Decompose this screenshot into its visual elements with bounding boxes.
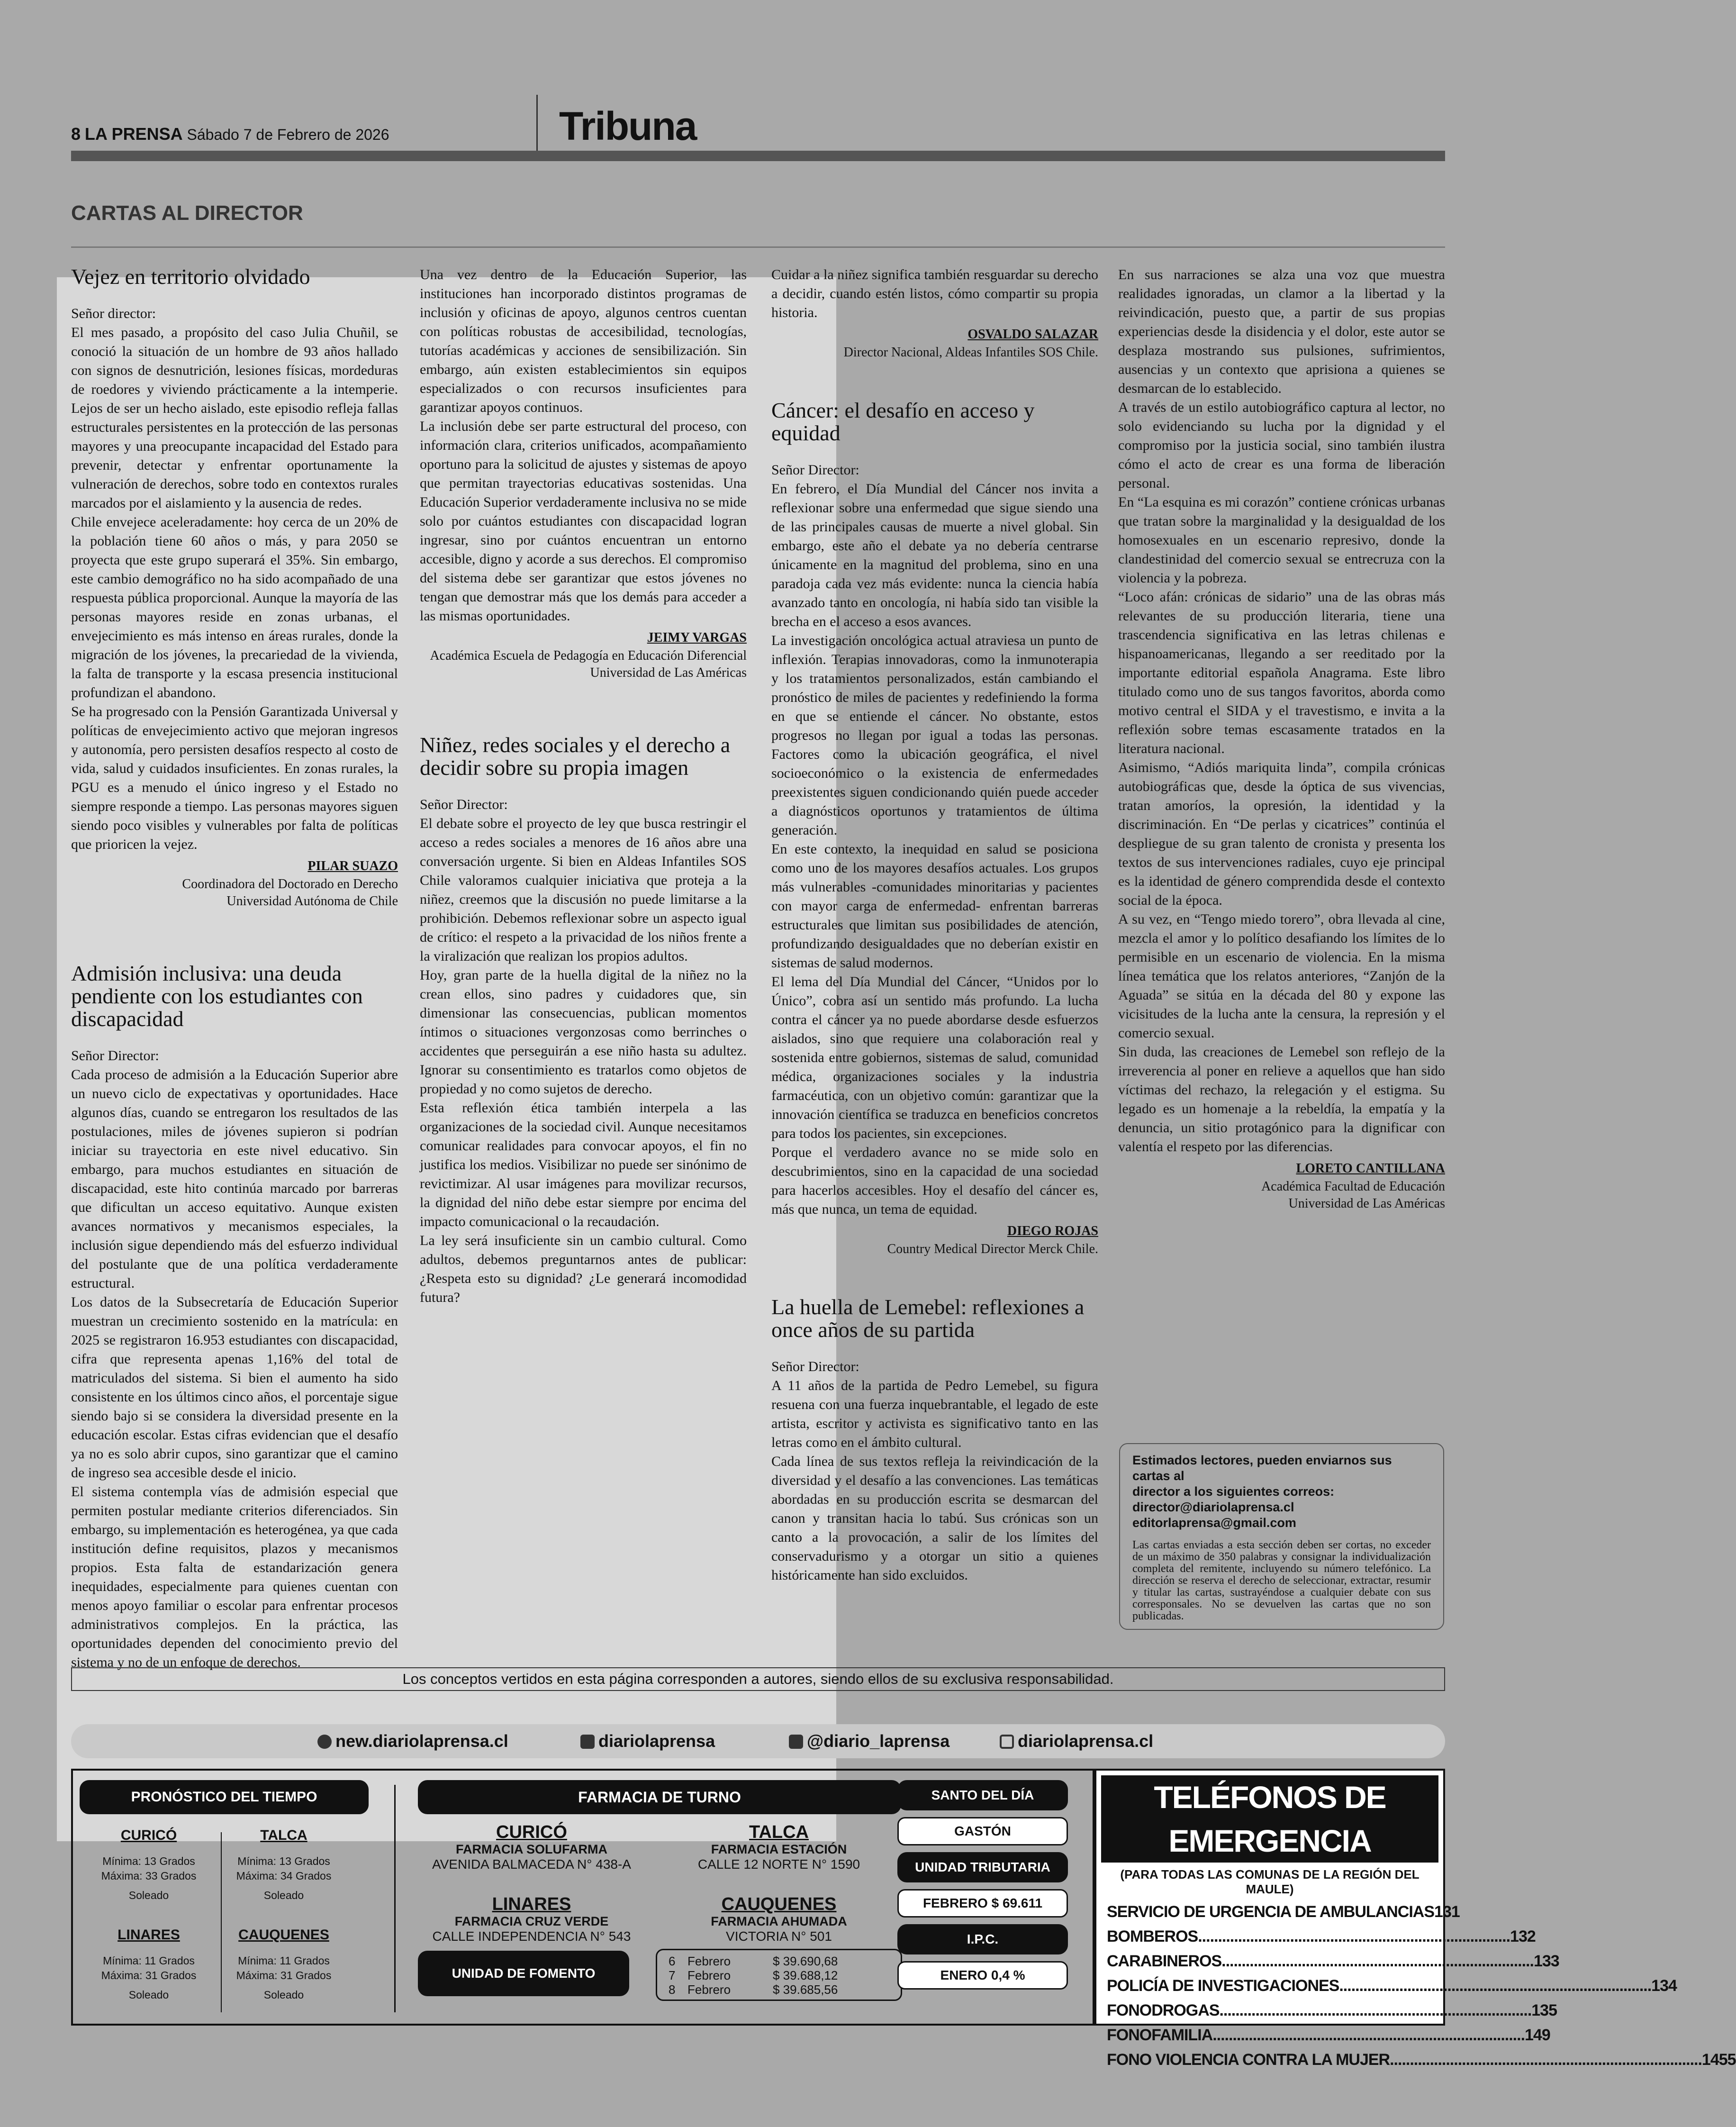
paragraph: A 11 años de la partida de Pedro Lemebel, su figura resuena con una fuerza inquebrantable, el legado de este artista, escritor y activista es significativo tanto en las letras como en el ámbito cultural. xyxy=(771,1378,1098,1450)
facebook-icon xyxy=(580,1735,595,1749)
emergency-phones xyxy=(1094,1769,1736,2069)
paragraph: Hoy, gran parte de la huella digital de la niñez no la crean ellos, sino padres y cuidadores que, sin dimensionar las consecuencias, publican momentos íntimos o situaciones vergonzosas como berrinches o accidentes que perseguirán a ese niño hasta su adultez. Ignorar su consentimiento es tratarlos como objetos de propiedad y no como sujetos de derecho. xyxy=(420,967,747,1097)
fomento-label: UNIDAD DE FOMENTO xyxy=(418,1951,629,1996)
paragraph: En febrero, el Día Mundial del Cáncer nos invita a reflexionar sobre una enfermedad que sigue siendo una de las principales causas de muerte a nivel global. Sin embargo, este año el debate ya no debería centrarse únicamente en la magnitud del problema, sino en una paradoja cada vez más evidente: nunca la ciencia había avanzado tanto en oncología, ni había sido tan visible la brecha en el acceso a esos avances. xyxy=(771,481,1098,629)
reader-box-line: Estimados lectores, pueden enviarnos sus cartas al xyxy=(1132,1453,1392,1483)
paragraph: Chile envejece aceleradamente: hoy cerca de un 20% de la población tiene 60 años o más, y para 2050 se proyecta que este grupo superará el 35%. Sin embargo, este cambio demográfico no ha sido acompañado de una respuesta pública proporcional. Aunque la mayoría de las personas mayores reside en zonas urbanas, el envejecimiento es más intenso en áreas rurales, donde la migración de los jóvenes, la precariedad de la vivienda, la falta de transporte y la escasa presencia institucional profundizan el abandono. xyxy=(71,514,398,700)
author-role: Académica Facultad de Educación xyxy=(1261,1179,1445,1194)
emergency-list xyxy=(1096,1897,1736,2072)
fomento-day: 8 xyxy=(669,1982,676,1997)
paragraph: El sistema contempla vías de admisión especial que permiten postular mediante criterios diferenciados. Sin embargo, su implementación es heterogénea, ya que cada institución define requisitos, plazos y mecanismos propios. Esta falta de estandarización genera inequidades, especialmente para quienes cuentan con menos apoyo familiar o escolar para enfrentar procesos administrativos complejos. En la práctica, las oportunidades dependen del conocimiento previo del sistema y no de un enfoque de derechos. xyxy=(71,1484,398,1670)
paragraph: A través de un estilo autobiográfico captura al lector, no solo evidenciando su lucha por la dignidad y el compromiso por la justicia social, sino también ilustra cómo el acto de crear es una forma de liberación personal. xyxy=(1118,400,1445,491)
fomento-table xyxy=(656,1949,902,2001)
page-number: 8 xyxy=(71,124,81,144)
weather-city xyxy=(82,1827,215,1902)
emergency-item: FONODROGAS .............................................................................. 135 xyxy=(1107,2001,1557,2019)
emergency-item: FONO VIOLENCIA CONTRA LA MUJER .............................................................................. 1455 xyxy=(1107,2051,1736,2069)
pharmacy-address: CALLE INDEPENDENCIA N° 543 xyxy=(432,1929,631,1944)
city-name: CAUQUENES xyxy=(238,1927,329,1943)
salutation: Señor Director: xyxy=(420,797,508,812)
signature xyxy=(420,628,747,682)
paragraph: En sus narraciones se alza una voz que muestra realidades ignoradas, un clamor a la libertad y la reivindicación, puesto que, a partir de sus propias experiencias desde la disidencia y el dolor, este autor se desplaza mostrando sus pulsiones, sufrimientos, ausencias y un contexto que aprisiona a quienes se desmarcan de lo establecido. xyxy=(1118,267,1445,396)
section-title: Tribuna xyxy=(559,104,696,148)
weather-condition: Soleado xyxy=(128,1989,169,2001)
utm-label: UNIDAD TRIBUTARIA xyxy=(897,1852,1068,1882)
paragraph: El lema del Día Mundial del Cáncer, “Unidos por lo Único”, cobra así un sentido más profundo. La lucha contra el cáncer ya no puede abordarse desde esfuerzos aislados, sino que requiere una colaboración real y sostenida entre gobiernos, sistemas de salud, comunidad médica, organizaciones sociales y la industria farmacéutica, con un objetivo común: garantizar que la innovación científica se traduzca en beneficios concretos para todos los pacientes, sin excepciones. xyxy=(771,974,1098,1141)
utm-value: FEBRERO $ 69.611 xyxy=(897,1889,1068,1918)
author-name: JEIMY VARGAS xyxy=(647,630,747,645)
fomento-row xyxy=(669,1954,889,1968)
paragraph: Cada proceso de admisión a la Educación Superior abre un nuevo ciclo de expectativas y oportunidades. Hace algunos días, cuando se entregaron los resultados de las postulaciones, miles de jóvenes supieron si podrían iniciar su trayectoria en este nivel educativo. Sin embargo, para muchos estudiantes en situación de discapacidad, este hito continúa marcado por barreras que dificultan un acceso equitativo. Aunque existen avances normativos y mecanismos especiales, la inclusión sigue dependiendo más del esfuerzo individual del postulante que de una política verdaderamente estructural. xyxy=(71,1067,398,1291)
letter-title-lemebel: La huella de Lemebel: reflexiones a once años de su partida xyxy=(771,1295,1085,1342)
author-role: Universidad de Las Américas xyxy=(1288,1196,1445,1211)
paragraph: La ley será insuficiente sin un cambio cultural. Como adultos, debemos preguntarnos antes de publicar: ¿Respeta esto su dignidad? ¿Le generará incomodidad futura? xyxy=(420,1233,747,1305)
instagram-label: diariolaprensa.cl xyxy=(1018,1731,1154,1751)
paragraph: La investigación oncológica actual atraviesa un punto de inflexión. Terapias innovadoras, como la inmunoterapia y los tratamientos personalizados, están cambiando el pronóstico de miles de pacientes y redefiniendo la forma en que se entiende el cáncer. No obstante, estos progresos no llegan por igual a todas las personas. Factores como la ubicación geográfica, el nivel socioeconómico o la existencia de enfermedades preexistentes siguen condicionando quién puede acceder a diagnósticos oportunos y tratamientos de última generación. xyxy=(771,633,1098,838)
emergency-title: TELÉFONOS DE EMERGENCIA xyxy=(1101,1775,1438,1863)
signature xyxy=(771,325,1098,361)
temp-max: Máxima: 34 Grados xyxy=(236,1870,332,1882)
reader-box-line: director a los siguientes correos: xyxy=(1132,1484,1335,1499)
signature xyxy=(71,857,398,910)
cartas-rule xyxy=(71,246,1445,248)
editor-email-link[interactable]: editorlaprensa@gmail.com xyxy=(1132,1516,1296,1530)
paragraph: Una vez dentro de la Educación Superior, las instituciones han incorporado distintos programas de inclusión y oficinas de apoyo, algunos centros cuentan con políticas robustas de accesibilidad, tecnologías, tutorías académicas y acciones de sensibilización. Sin embargo, aún existen establecimientos sin equipos especializados o con recursos insuficientes para garantizar apoyos continuos. xyxy=(420,267,747,415)
salutation: Señor Director: xyxy=(71,1048,159,1064)
emergency-item: POLICÍA DE INVESTIGACIONES .............................................................................. 134 xyxy=(1107,1977,1677,1995)
header-rule xyxy=(71,151,1445,161)
newspaper-name: LA PRENSA xyxy=(84,124,183,144)
instagram-link[interactable] xyxy=(1000,1724,1153,1758)
salutation: Señor Director: xyxy=(771,1359,859,1374)
column-4 xyxy=(1118,265,1445,1212)
facebook-link[interactable] xyxy=(580,1724,715,1758)
pharmacy-address: VICTORIA N° 501 xyxy=(726,1929,832,1944)
pharmacy-item xyxy=(418,1895,645,1944)
reader-box-heading xyxy=(1132,1453,1431,1531)
page-info xyxy=(71,124,389,144)
temp-max: Máxima: 33 Grados xyxy=(101,1870,197,1882)
paragraph: Se ha progresado con la Pensión Garantizada Universal y políticas de envejecimiento activo que mejoran ingresos y autonomía, pero persisten desafíos respecto al costo de vida, salud y cuidados insuficientes. En zonas rurales, la PGU es a menudo el único ingreso y el Estado no siempre responde a tiempo. Las personas mayores siguen siendo poco visibles y vulnerables por falta de políticas que prioricen la vejez. xyxy=(71,704,398,852)
director-email-link[interactable]: director@diariolaprensa.cl xyxy=(1132,1500,1294,1514)
pharmacy-name: FARMACIA AHUMADA xyxy=(711,1914,847,1928)
paragraph: Los datos de la Subsecretaría de Educación Superior muestran un crecimiento sostenido en la matrícula: en 2025 se registraron 16.953 estudiantes con discapacidad, cifra que representa apenas 1,16% del total de matriculados del sistema. Si bien el aumento ha sido consistente en los últimos cinco años, el porcentaje sigue siendo bajo si se considera la diversidad presente en la educación escolar. Estas cifras evidencian que el desafío ya no es solo abrir cupos, sino garantizar que el camino de ingreso sea accesible desde el inicio. xyxy=(71,1294,398,1481)
weather-divider xyxy=(221,1832,222,2012)
author-name: LORETO CANTILLANA xyxy=(1296,1161,1445,1176)
pharmacy-name: FARMACIA CRUZ VERDE xyxy=(454,1914,609,1928)
weather-city xyxy=(217,1927,350,2001)
author-name: DIEGO ROJAS xyxy=(1007,1224,1098,1238)
pharmacy-name: FARMACIA SOLUFARMA xyxy=(456,1842,607,1856)
paragraph: “Loco afán: crónicas de sidario” una de las obras más relevantes de su producción literaria, tiene una trascendencia significativa en las letras chilenas e hispanoamericanas, llegando a ser reeditado por la importante editorial española Anagrama. Este libro titulado como uno de sus tangos favoritos, aborda como motivo central el SIDA y el travestismo, e invita a la reflexión sobre temas escasamente tratados en la literatura nacional. xyxy=(1118,589,1445,756)
instagram-icon xyxy=(1000,1735,1014,1749)
signature xyxy=(1118,1159,1445,1212)
salutation: Señor Director: xyxy=(771,462,859,478)
paragraph: Sin duda, las creaciones de Lemebel son reflejo de la irreverencia al poner en relieve a aquellos que han sido víctimas del rechazo, la relegación y el estigma. Su legado es un homenaje a la rebeldía, la empatía y la denuncia, un sitio protagónico para la dignificar con valentía el respeto por las diferencias. xyxy=(1118,1044,1445,1154)
issue-date: Sábado 7 de Febrero de 2026 xyxy=(187,126,389,143)
pharmacy-address: CALLE 12 NORTE N° 1590 xyxy=(697,1857,860,1872)
weather-title: PRONÓSTICO DEL TIEMPO xyxy=(80,1780,369,1814)
author-role: Universidad de Las Américas xyxy=(590,665,747,680)
santo-value: GASTÓN xyxy=(897,1817,1068,1845)
pharmacy-name: FARMACIA ESTACIÓN xyxy=(711,1842,847,1856)
ipc-value: ENERO 0,4 % xyxy=(897,1961,1068,1990)
temp-min: Mínima: 11 Grados xyxy=(238,1954,330,1967)
x-icon xyxy=(789,1735,803,1749)
fomento-month: Febrero xyxy=(687,1982,731,1997)
signature xyxy=(771,1222,1098,1258)
paragraph: Cuidar a la niñez significa también resguardar su derecho a decidir, cuando estén listos, cómo compartir su propia historia. xyxy=(771,267,1098,320)
fomento-row xyxy=(669,1968,889,1982)
indicators xyxy=(897,1780,1068,1996)
letter-title-ninez: Niñez, redes sociales y el derecho a decidir sobre su propia imagen xyxy=(420,733,731,780)
cartas-title: CARTAS AL DIRECTOR xyxy=(71,201,303,225)
weather-condition: Soleado xyxy=(263,1989,304,2001)
paragraph: El mes pasado, a propósito del caso Julia Chuñil, se conoció la situación de un hombre de 93 años hallado con signos de desnutrición, lesiones físicas, mordeduras de roedores y viviendo prácticamente a la intemperie. Lejos de ser un hecho aislado, este episodio refleja fallas estructurales persistentes en la protección de las personas mayores y una preocupante incapacidad del Estado para prevenir, detectar y enfrentar oportunamente la vulneración de derechos, sobre todo en contextos rurales marcados por el aislamiento y la ausencia de redes. xyxy=(71,325,398,511)
paragraph: Asimismo, “Adiós mariquita linda”, compila crónicas autobiográficas que, desde la óptica de sus vivencias, tratan amoríos, la opresión, la identidad y la discriminación. En “De perlas y cicatrices” continúa el despliegue de su gran talento de cronista y presenta los textos de sus intervenciones radiales, cuyo eje principal es la identidad de género comprendida desde el contexto social de la época. xyxy=(1118,760,1445,908)
emergency-subtitle: (PARA TODAS LAS COMUNAS DE LA REGIÓN DEL MAULE) xyxy=(1120,1867,1420,1896)
paragraph: La inclusión debe ser parte estructural del proceso, con información clara, criterios unificados, acompañamiento oportuno para la solicitud de ajustes y sistemas de apoyo que permitan trayectorias educativas sostenidas. Una Educación Superior verdaderamente inclusiva no se mide solo por cuántos estudiantes con discapacidad logran ingresar, sino por cuántos encuentran un entorno accesible, digno y acorde a sus derechos. El compromiso del sistema debe ser garantizar que estos jóvenes no tengan que demostrar más que los demás para acceder a las mismas oportunidades. xyxy=(420,418,747,624)
paragraph: Porque el verdadero avance no se mide solo en descubrimientos, sino en la capacidad de una sociedad para hacerlos accesibles. Hoy el desafío del cáncer es, más que nunca, un tema de equidad. xyxy=(771,1145,1098,1217)
website-link[interactable] xyxy=(317,1724,508,1758)
pharmacy-item xyxy=(665,1823,893,1872)
reader-box-body: Las cartas enviadas a esta sección deben ser cortas, no exceder de un máximo de 350 palabras y consignar la individualización completa del remitente, incluyendo su número telefónico. La dirección se reserva el derecho de seleccionar, extractar, resumir y titular las cartas, sustrayéndose a cualquier debate con sus corresponsales. No se devuelven las cartas que no son publicadas. xyxy=(1132,1539,1431,1622)
fomento-value: $ 39.690,68 xyxy=(773,1954,838,1968)
salutation: Señor director: xyxy=(71,306,156,321)
emergency-item: BOMBEROS .............................................................................. 132 xyxy=(1107,1927,1536,1945)
fomento-day: 7 xyxy=(669,1968,676,1982)
author-role: Universidad Autónoma de Chile xyxy=(226,894,398,909)
author-role: Académica Escuela de Pedagogía en Educación Diferencial xyxy=(430,648,747,663)
pharmacy-item xyxy=(418,1823,645,1872)
city-name: LINARES xyxy=(118,1927,180,1943)
emergency-item: SERVICIO DE URGENCIA DE AMBULANCIAS 131 xyxy=(1107,1903,1460,1921)
weather-city xyxy=(217,1827,350,1902)
author-role: Country Medical Director Merck Chile. xyxy=(887,1242,1098,1256)
pharmacy-city: TALCA xyxy=(749,1822,809,1842)
social-bar xyxy=(71,1724,1445,1758)
paragraph: En este contexto, la inequidad en salud se posiciona como uno de los mayores desafíos actuales. Los grupos más vulnerables -comunidades minoritarias y pacientes con mayor carga de enfermedad- enfrentan barreras estructurales que limitan sus posibilidades de atención, profundizando desigualdades que no deberían existir en sistemas de salud modernos. xyxy=(771,841,1098,971)
author-role: Coordinadora del Doctorado en Derecho xyxy=(182,877,398,891)
paragraph: El debate sobre el proyecto de ley que busca restringir el acceso a redes sociales a menores de 16 años abre una conversación urgente. Si bien en Aldeas Infantiles SOS Chile valoramos cualquier iniciativa que proteja a la niñez, creemos que la discusión no puede limitarse a la prohibición. Debemos reflexionar sobre un aspecto igual de crítico: el respeto a la privacidad de los niños frente a la viralización que realizan los propios adultos. xyxy=(420,816,747,964)
weather-city xyxy=(82,1927,215,2001)
column-2 xyxy=(420,265,747,1307)
fomento-day: 6 xyxy=(669,1954,676,1968)
weather-condition: Soleado xyxy=(263,1889,304,1901)
author-name: PILAR SUAZO xyxy=(307,859,398,873)
header-divider xyxy=(536,95,538,152)
pharmacy-city: CURICÓ xyxy=(496,1822,567,1842)
reader-info-box xyxy=(1119,1443,1444,1630)
column-3 xyxy=(771,265,1098,1585)
letter-title-admision: Admisión inclusiva: una deuda pendiente con los estudiantes con discapacidad xyxy=(71,961,363,1031)
website-label: new.diariolaprensa.cl xyxy=(335,1731,508,1751)
pharmacy-city: CAUQUENES xyxy=(721,1894,837,1914)
section-divider xyxy=(394,1785,396,2012)
x-link[interactable] xyxy=(789,1724,949,1758)
ipc-label: I.P.C. xyxy=(897,1924,1068,1954)
pharmacy-item xyxy=(665,1895,893,1944)
paragraph: Cada línea de sus textos refleja la reivindicación de la diversidad y el desafío a las convenciones. Las temáticas abordadas en su producción escrita se desmarcan del canon y transitan hacia lo tabú. Sus crónicas son un canto a la provocación, a salir de los límites del conservadurismo y a otorgar un sitio a quienes históricamente han sido excluidos. xyxy=(771,1454,1098,1583)
globe-icon xyxy=(317,1735,332,1749)
fomento-value: $ 39.688,12 xyxy=(773,1968,838,1982)
letter-title-cancer: Cáncer: el desafío en acceso y equidad xyxy=(771,398,1035,445)
author-role: Director Nacional, Aldeas Infantiles SOS Chile. xyxy=(843,345,1098,360)
fomento-month: Febrero xyxy=(687,1968,731,1982)
pharmacy-city: LINARES xyxy=(492,1894,571,1914)
temp-min: Mínima: 11 Grados xyxy=(103,1954,195,1967)
temp-max: Máxima: 31 Grados xyxy=(236,1969,332,1982)
temp-min: Mínima: 13 Grados xyxy=(237,1855,330,1867)
column-1 xyxy=(71,265,398,1672)
fomento-row xyxy=(669,1982,889,1997)
city-name: TALCA xyxy=(260,1827,307,1843)
letter-title-vejez: Vejez en territorio olvidado xyxy=(71,264,310,289)
paragraph: Esta reflexión ética también interpela a las organizaciones de la sociedad civil. Aunque necesitamos comunicar realidades para convocar apoyos, el fin no justifica los medios. Visibilizar no puede ser sinónimo de revictimizar. Al usar imágenes para movilizar recursos, la dignidad del niño debe estar siempre por encima del impacto comunicacional o la recaudación. xyxy=(420,1100,747,1229)
x-label: @diario_laprensa xyxy=(807,1731,950,1751)
paragraph: En “La esquina es mi corazón” contiene crónicas urbanas que tratan sobre la marginalidad y la desigualdad de los homosexuales en un escenario represivo, donde la clandestinidad del comercio sexual se entrecruza con la violencia y la pobreza. xyxy=(1118,494,1445,586)
paragraph: A su vez, en “Tengo miedo torero”, obra llevada al cine, mezcla el amor y lo político desafiando los límites de lo permisible en un escenario de violencia. En la misma línea temática que los relatos anteriores, “Zanjón de la Aguada” se sitúa en la década del 80 y expone las vicisitudes de la lucha ante la censura, la represión y el comercio sexual. xyxy=(1118,911,1445,1041)
fomento-month: Febrero xyxy=(687,1954,731,1968)
city-name: CURICÓ xyxy=(120,1827,177,1843)
pharmacy-title: FARMACIA DE TURNO xyxy=(418,1780,901,1814)
emergency-item: FONOFAMILIA .............................................................................. 149 xyxy=(1107,2026,1550,2044)
facebook-label: diariolaprensa xyxy=(598,1731,715,1751)
services-box xyxy=(71,1769,1094,2026)
temp-max: Máxima: 31 Grados xyxy=(101,1969,197,1982)
author-name: OSVALDO SALAZAR xyxy=(967,327,1098,342)
disclaimer: Los conceptos vertidos en esta página corresponden a autores, siendo ellos de su exclusiva responsabilidad. xyxy=(71,1667,1445,1691)
fomento-value: $ 39.685,56 xyxy=(773,1982,838,1997)
temp-min: Mínima: 13 Grados xyxy=(102,1855,195,1867)
emergency-item: CARABINEROS .............................................................................. 133 xyxy=(1107,1952,1559,1970)
pharmacy-address: AVENIDA BALMACEDA N° 438-A xyxy=(432,1857,631,1872)
santo-label: SANTO DEL DÍA xyxy=(897,1780,1068,1810)
weather-condition: Soleado xyxy=(128,1889,169,1901)
